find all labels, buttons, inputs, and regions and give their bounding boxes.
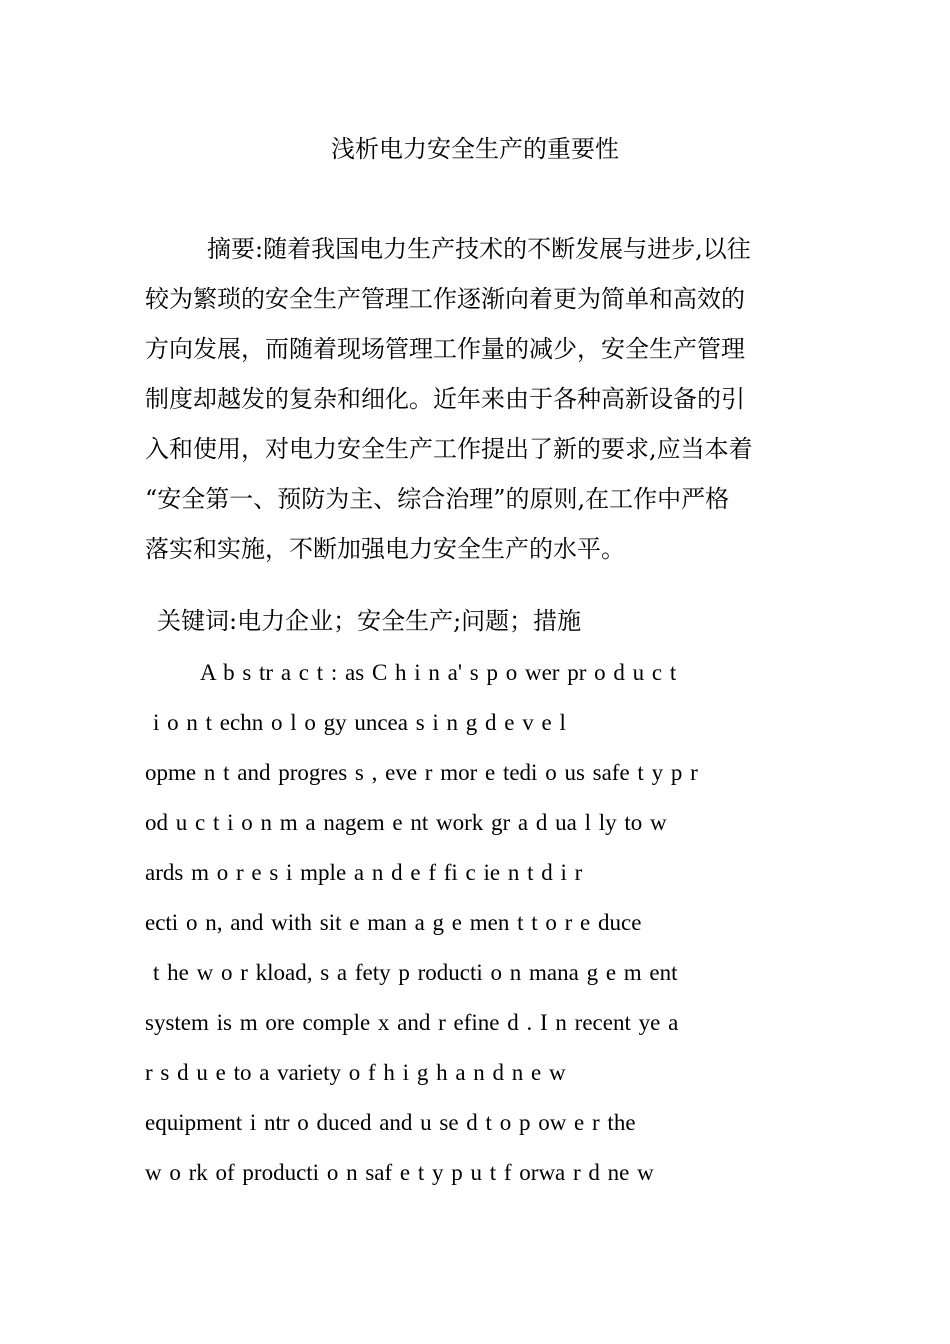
abstract-en-line: ards m o r e s i mple a n d e f fi c ie n t d i r (145, 860, 583, 885)
abstract-en-line: i o n t echn o l o gy uncea s i n g d e v e l (153, 710, 566, 735)
abstract-cn-line: 制度却越发的复杂和细化。近年来由于各种高新设备的引 (145, 385, 745, 413)
abstract-cn-line: 摘要:随着我国电力生产技术的不断发展与进步,以往 (207, 235, 751, 263)
abstract-cn-line: 落实和实施，不断加强电力安全生产的水平。 (145, 535, 625, 563)
abstract-en-line: w o rk of producti o n saf e t y p u t f orwa r d ne w (145, 1160, 654, 1185)
abstract-cn-line: 入和使用，对电力安全生产工作提出了新的要求,应当本着 (145, 435, 753, 463)
abstract-en-line: system is m ore comple x and r efine d . I n recent ye a (145, 1010, 679, 1035)
abstract-en-line: opme n t and progres s , eve r mor e tedi o us safe t y p r (145, 760, 698, 785)
keywords-line: 关键词:电力企业；安全生产;问题；措施 (157, 607, 582, 635)
abstract-en-line: r s d u e to a variety o f h i g h a n d n e w (145, 1060, 566, 1085)
abstract-en-line: equipment i ntr o duced and u se d t o p ow e r the (145, 1110, 636, 1135)
abstract-cn-line: 方向发展，而随着现场管理工作量的减少，安全生产管理 (145, 335, 745, 363)
abstract-en-line: A b s tr a c t : as C h i n a' s p o wer pr o d u c t (200, 660, 677, 685)
abstract-cn-line: 较为繁琐的安全生产管理工作逐渐向着更为简单和高效的 (145, 285, 745, 313)
document-title: 浅析电力安全生产的重要性 (331, 135, 619, 163)
abstract-en-line: t he w o r kload, s a fety p roducti o n mana g e m ent (153, 960, 678, 985)
abstract-en-line: ecti o n, and with sit e man a g e men t t o r e duce (145, 910, 642, 935)
abstract-cn-line: “安全第一、预防为主、综合治理”的原则,在工作中严格 (145, 485, 730, 513)
abstract-en-line: od u c t i o n m a nagem e nt work gr a d ua l ly to w (145, 810, 667, 835)
